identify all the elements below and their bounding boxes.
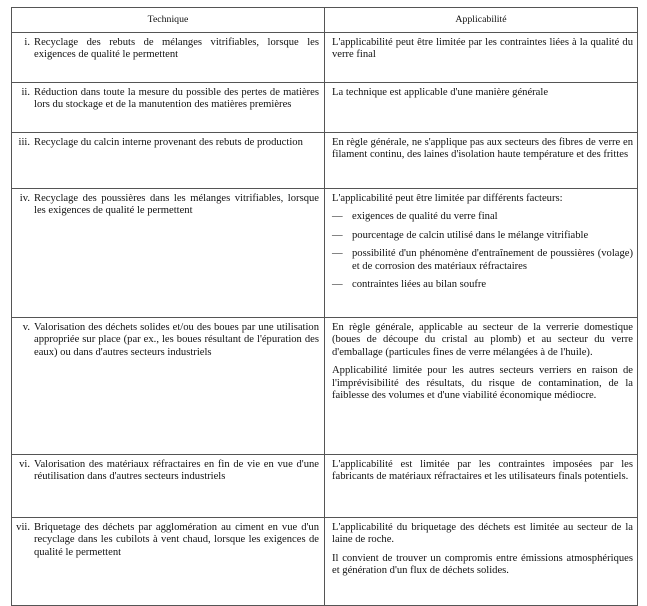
applicability-text: Il convient de trouver un compromis entre émissions atmosphériques et génération d'un flux de déchets solides. xyxy=(332,552,633,577)
applicability-text: L'applicabilité peut être limitée par les contraintes liées à la qualité du verre final xyxy=(332,37,633,61)
technique-text: Recyclage des poussières dans les mélanges vitrifiables, lorsque les exigences de qualité le permettent xyxy=(34,193,319,217)
row-number: vi. xyxy=(19,459,30,470)
applicability-cell xyxy=(325,318,638,455)
applicability-cell xyxy=(325,189,638,318)
dash-marker: — xyxy=(332,229,343,241)
technique-cell xyxy=(12,189,325,318)
list-item xyxy=(332,230,633,242)
dash-marker: — xyxy=(332,211,343,223)
table-row xyxy=(12,189,638,318)
technique-cell xyxy=(12,133,325,189)
row-number: iii. xyxy=(18,137,30,148)
applicability-text: En règle générale, ne s'applique pas aux secteurs des fibres de verre en filament continu, des laines d'isolation haute température et des frittes xyxy=(332,137,633,161)
table-row xyxy=(12,318,638,455)
list-item xyxy=(332,211,633,223)
applicability-cell xyxy=(325,33,638,83)
applicability-text: En règle générale, applicable au secteur de la verrerie domestique (boues de découpe du cristal au plomb) et au secteur du verre d'emballage (particules fines de verre mélangées à de l'huile). xyxy=(332,322,633,358)
applicability-text: Applicabilité limitée pour les autres secteurs verriers en raison de l'imprévisibilité des résultats, du risque de contamination, de la faiblesse des volumes et d'une viabilité économique médiocre. xyxy=(332,365,633,402)
dash-marker: — xyxy=(332,248,343,260)
technique-text: Valorisation des déchets solides et/ou des boues par une utilisation appropriée sur place (par ex., les boues résultant de l'épuration des eaux) ou dans d'autres secteurs industriels xyxy=(34,322,319,358)
applicability-cell xyxy=(325,83,638,133)
technique-cell xyxy=(12,318,325,455)
table-header-row xyxy=(12,8,638,33)
technique-cell xyxy=(12,83,325,133)
technique-text: Recyclage des rebuts de mélanges vitrifiables, lorsque les exigences de qualité le permettent xyxy=(34,37,319,61)
technique-text: Valorisation des matériaux réfractaires en fin de vie en vue d'une réutilisation dans d'autres secteurs industriels xyxy=(34,459,319,483)
column-header-technique: Technique xyxy=(12,8,325,33)
applicability-text: L'applicabilité peut être limitée par différents facteurs: xyxy=(332,193,563,204)
table-row xyxy=(12,83,638,133)
column-header-applicability: Applicabilité xyxy=(325,8,638,33)
row-number: vii. xyxy=(16,522,30,533)
technique-text: Réduction dans toute la mesure du possible des pertes de matières lors du stockage et de la manutention des matières premières xyxy=(34,87,319,111)
table-row xyxy=(12,133,638,189)
applicability-text: L'applicabilité est limitée par les contraintes imposées par les fabricants de matériaux réfractaires et les utilisateurs finals potentiels. xyxy=(332,459,633,483)
applicability-cell xyxy=(325,455,638,518)
list-item-text: contraintes liées au bilan soufre xyxy=(352,279,487,291)
technique-text: Briquetage des déchets par agglomération au ciment en vue d'un recyclage dans les cubilots à vent chaud, lorsque les exigences de qualité le permettent xyxy=(34,522,319,558)
row-number: iv. xyxy=(19,193,30,204)
list-item xyxy=(332,248,633,273)
technique-text: Recyclage du calcin interne provenant des rebuts de production xyxy=(34,137,303,148)
table-row xyxy=(12,518,638,606)
applicability-cell xyxy=(325,133,638,189)
applicability-text: La technique est applicable d'une manière générale xyxy=(332,87,549,98)
applicability-text: L'applicabilité du briquetage des déchets est limitée au secteur de la laine de roche. xyxy=(332,522,633,546)
list-item-text: pourcentage de calcin utilisé dans le mélange vitrifiable xyxy=(352,229,589,241)
table-row xyxy=(12,33,638,83)
row-number: i. xyxy=(24,37,30,48)
list-item-text: possibilité d'un phénomène d'entraînement de poussières (volage) et de corrosion des matériaux réfractaires xyxy=(352,248,633,272)
techniques-table xyxy=(11,7,638,606)
technique-cell xyxy=(12,455,325,518)
list-item xyxy=(332,279,633,291)
row-number: ii. xyxy=(21,87,30,98)
table-row xyxy=(12,455,638,518)
row-number: v. xyxy=(22,322,30,333)
dash-marker: — xyxy=(332,279,343,291)
technique-cell xyxy=(12,33,325,83)
applicability-cell xyxy=(325,518,638,606)
technique-cell xyxy=(12,518,325,606)
list-item-text: exigences de qualité du verre final xyxy=(352,211,498,223)
